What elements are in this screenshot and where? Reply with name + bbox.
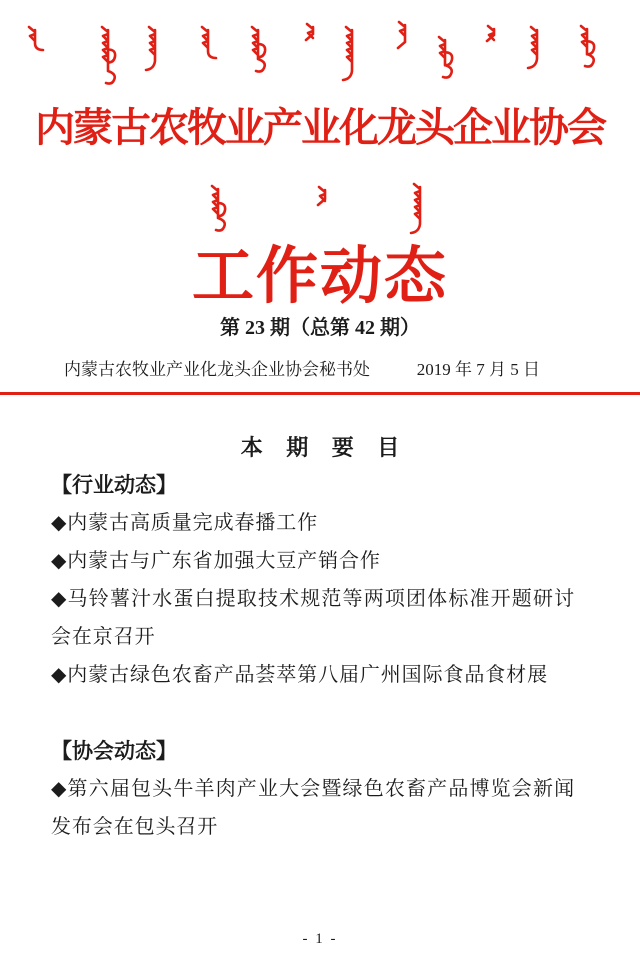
mongolian-glyph xyxy=(146,27,155,70)
mongolian-glyph xyxy=(581,26,594,67)
mongolian-glyph xyxy=(487,26,494,41)
red-divider-rule xyxy=(0,392,640,395)
toc-section xyxy=(51,466,575,694)
diamond-bullet-icon: ◆ xyxy=(51,778,68,800)
toc-item xyxy=(51,656,575,694)
toc-sections xyxy=(51,466,575,846)
mongolian-glyph xyxy=(528,27,537,68)
diamond-bullet-icon: ◆ xyxy=(51,512,68,534)
diamond-bullet-icon: ◆ xyxy=(51,664,68,686)
toc-heading: 本 期 要 目 xyxy=(240,435,409,460)
toc-section-title: 【行业动态】 xyxy=(51,473,177,497)
toc-item xyxy=(51,770,575,846)
toc-item xyxy=(51,542,575,580)
org-name-title: 内蒙古农牧业产业化龙头企业协会 xyxy=(35,105,605,150)
toc-section-title: 【协会动态】 xyxy=(51,739,177,763)
toc-section xyxy=(51,732,575,846)
mongolian-glyph xyxy=(439,37,452,78)
toc-item xyxy=(51,580,575,656)
toc-item-text: 第六届包头牛羊肉产业大会暨绿色农畜产品博览会新闻发布会在包头召开 xyxy=(51,778,576,838)
mongolian-glyph xyxy=(306,24,313,40)
toc-item-text: 内蒙古与广东省加强大豆产销合作 xyxy=(67,550,381,572)
mongolian-glyph xyxy=(343,27,352,80)
toc-item-text: 内蒙古高质量完成春播工作 xyxy=(67,512,319,534)
publisher-row xyxy=(64,355,540,380)
publisher-name: 内蒙古农牧业产业化龙头企业协会秘书处 xyxy=(64,360,370,379)
diamond-bullet-icon: ◆ xyxy=(51,550,68,572)
toc-item xyxy=(51,504,575,542)
mongolian-glyph xyxy=(29,27,43,50)
mongolian-glyph xyxy=(202,27,216,58)
toc-item-text: 马铃薯汁水蛋白提取技术规范等两项团体标准开题研讨会在京召开 xyxy=(51,588,576,648)
mongolian-glyph xyxy=(318,187,325,205)
mongolian-glyph xyxy=(398,22,405,48)
diamond-bullet-icon: ◆ xyxy=(51,588,68,610)
issue-number: 第 23 期（总第 42 期） xyxy=(220,317,420,339)
doc-title: 工作动态 xyxy=(191,243,448,311)
page-number: - 1 - xyxy=(302,931,338,947)
toc-item-text: 内蒙古绿色农畜产品荟萃第八届广州国际食品食材展 xyxy=(67,664,548,686)
publish-date: 2019 年 7 月 5 日 xyxy=(416,360,540,379)
mongolian-script-top-icon xyxy=(0,0,640,110)
mongolian-glyph xyxy=(102,27,115,84)
mongolian-glyph xyxy=(252,27,265,72)
mongolian-glyph xyxy=(212,186,225,231)
